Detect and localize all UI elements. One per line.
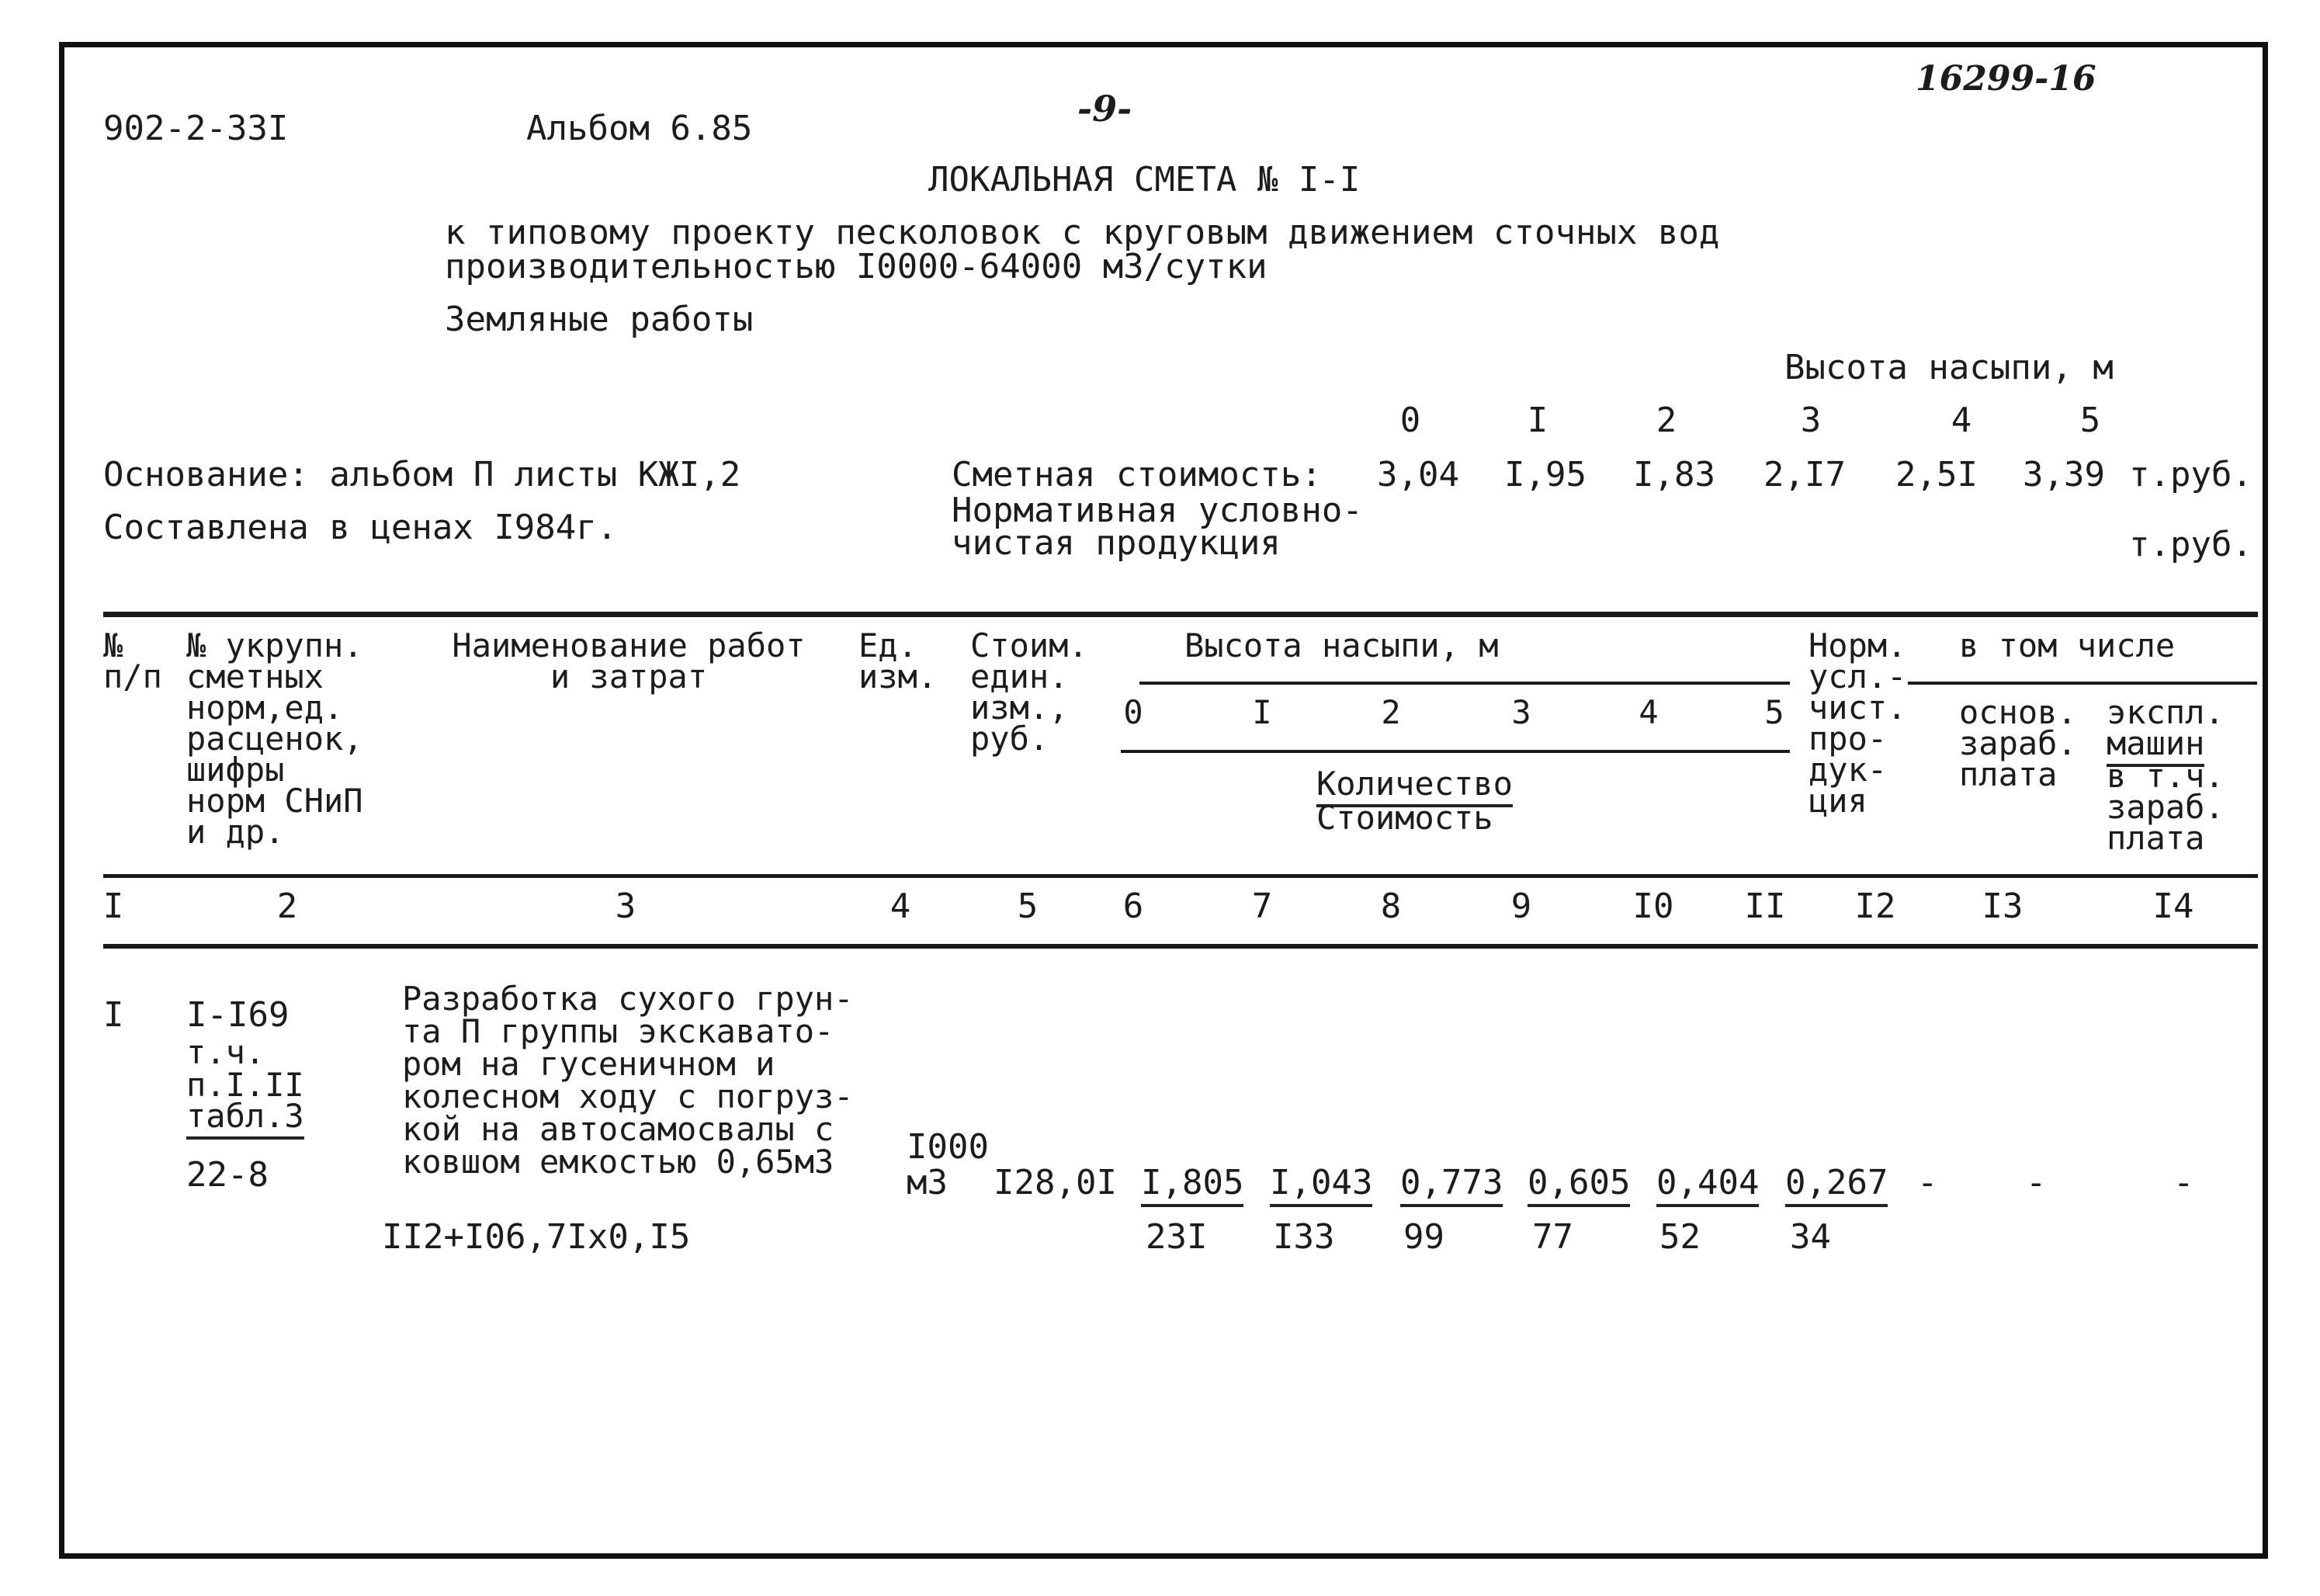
basis-label: Основание: альбом П листы КЖI,2 bbox=[103, 455, 741, 494]
npc-label-line2: чистая продукция bbox=[952, 523, 1281, 563]
header-col4: Ед. изм. bbox=[858, 626, 938, 696]
header-height-5: 5 bbox=[1764, 693, 1784, 731]
row-qty-4-value: 0,404 bbox=[1656, 1163, 1759, 1207]
header-height-2: 2 bbox=[1381, 693, 1401, 731]
colnum-2: 2 bbox=[276, 886, 298, 926]
colnum-13: I3 bbox=[1982, 886, 2023, 926]
colnum-11: II bbox=[1744, 886, 1786, 926]
cost-value-3: 2,I7 bbox=[1763, 455, 1846, 494]
header-col13: основ. зараб. плата bbox=[1959, 693, 2077, 793]
row-qty-1 bbox=[1270, 1163, 1373, 1202]
album-label: Альбом 6.85 bbox=[526, 109, 753, 148]
summary-height-1: I bbox=[1527, 401, 1548, 440]
header-col2: № укрупн. сметных норм,ед. расценок, шифры норм СНиП и др. bbox=[186, 626, 363, 851]
summary-height-2: 2 bbox=[1656, 401, 1677, 440]
header-col14-machines: машин bbox=[2107, 724, 2204, 767]
handwritten-number: 16299-16 bbox=[1916, 59, 2096, 99]
cost-label: Сметная стоимость: bbox=[952, 455, 1322, 494]
height-group-rule bbox=[1139, 682, 1790, 685]
row-unit-cost: I28,0I bbox=[994, 1163, 1117, 1202]
summary-height-4: 4 bbox=[1951, 401, 1972, 440]
colnum-10: I0 bbox=[1632, 886, 1674, 926]
npc-unit: т.руб. bbox=[2129, 525, 2252, 564]
header-col3: Наименование работ и затрат bbox=[452, 626, 806, 696]
summary-height-0: 0 bbox=[1399, 401, 1421, 440]
header-col14-line1: экспл. bbox=[2107, 693, 2225, 731]
colnum-9: 9 bbox=[1510, 886, 1532, 926]
row-cost-0: 23I bbox=[1146, 1217, 1208, 1257]
summary-height-3: 3 bbox=[1800, 401, 1822, 440]
header-quantity bbox=[1316, 765, 1513, 803]
cost-value-1: I,95 bbox=[1504, 455, 1587, 494]
npc-label-line1: Нормативная условно- bbox=[952, 491, 1363, 530]
colnum-6: 6 bbox=[1122, 886, 1144, 926]
row-num: I bbox=[103, 995, 124, 1035]
header-bottom-rule bbox=[103, 874, 2258, 878]
section-title: Земляные работы bbox=[445, 300, 754, 339]
cost-value-5: 3,39 bbox=[2023, 455, 2105, 494]
row-unit-line2: м3 bbox=[907, 1163, 948, 1202]
header-height-3: 3 bbox=[1511, 693, 1531, 731]
header-height-1: I bbox=[1252, 693, 1272, 731]
row-qty-0 bbox=[1141, 1163, 1244, 1202]
row-qty-5 bbox=[1785, 1163, 1888, 1202]
row-cost-2: 99 bbox=[1403, 1217, 1444, 1257]
row-machines: - bbox=[2173, 1163, 2194, 1202]
qty-cost-rule bbox=[1121, 750, 1790, 753]
subtitle-line2: производительностью I0000-64000 м3/сутки bbox=[445, 247, 1268, 286]
row-norm-line3: п.I.II bbox=[186, 1066, 304, 1104]
header-height-4: 4 bbox=[1639, 693, 1659, 731]
row-npc: - bbox=[1917, 1163, 1938, 1202]
row-cost-1: I33 bbox=[1273, 1217, 1335, 1257]
numbers-bottom-rule bbox=[103, 944, 2258, 949]
row-qty-3-value: 0,605 bbox=[1528, 1163, 1630, 1207]
row-cost-3: 77 bbox=[1532, 1217, 1573, 1257]
header-col12: Норм. усл.- чист. про- дук- ция bbox=[1808, 626, 1907, 820]
row-qty-4 bbox=[1656, 1163, 1760, 1202]
row-qty-2 bbox=[1400, 1163, 1503, 1202]
colnum-7: 7 bbox=[1251, 886, 1273, 926]
header-quantity-text: Количество bbox=[1316, 765, 1513, 807]
header-col14-rest: в т.ч. зараб. плата bbox=[2107, 757, 2225, 857]
cost-value-4: 2,5I bbox=[1895, 455, 1978, 494]
colnum-14: I4 bbox=[2152, 886, 2194, 926]
cost-value-0: 3,04 bbox=[1377, 455, 1459, 494]
header-height-0: 0 bbox=[1123, 693, 1143, 731]
prices-label: Составлена в ценах I984г. bbox=[103, 508, 618, 547]
subtitle-line1: к типовому проекту песколовок с круговым движением сточных вод bbox=[445, 213, 1720, 252]
colnum-8: 8 bbox=[1380, 886, 1402, 926]
row-norm-table-ref: табл.3 bbox=[186, 1097, 304, 1140]
header-height-group: Высота насыпи, м bbox=[1184, 626, 1499, 664]
row-norm-line2: т.ч. bbox=[186, 1033, 265, 1071]
row-norm-line5: 22-8 bbox=[186, 1155, 269, 1195]
row-norm-line4 bbox=[186, 1097, 304, 1135]
colnum-12: I2 bbox=[1854, 886, 1896, 926]
header-incl-group: в том числе bbox=[1959, 626, 2176, 664]
row-work-name: Разработка сухого грун- та П группы экскавато- ром на гусеничном и колесном ходу с погруз- кой на автосамосвалы с ковшом емкостью 0,65м3 bbox=[402, 980, 854, 1181]
colnum-5: 5 bbox=[1017, 886, 1039, 926]
summary-height-title: Высота насыпи, м bbox=[1784, 348, 2114, 387]
row-norm-line1: I-I69 bbox=[186, 995, 290, 1035]
row-qty-1-value: I,043 bbox=[1270, 1163, 1372, 1207]
colnum-3: 3 bbox=[615, 886, 636, 926]
row-cost-4: 52 bbox=[1659, 1217, 1701, 1257]
row-qty-0-value: I,805 bbox=[1141, 1163, 1243, 1207]
row-qty-2-value: 0,773 bbox=[1400, 1163, 1503, 1207]
row-base-pay: - bbox=[2026, 1163, 2047, 1202]
doc-code: 902-2-33I bbox=[103, 109, 289, 148]
header-cost: Стоимость bbox=[1316, 799, 1493, 837]
summary-height-5: 5 bbox=[2079, 401, 2101, 440]
row-formula: II2+I06,7Ix0,I5 bbox=[382, 1217, 691, 1257]
colnum-1: I bbox=[102, 886, 124, 926]
header-col1: № п/п bbox=[103, 626, 162, 696]
row-qty-3 bbox=[1528, 1163, 1631, 1202]
header-col5: Стоим. един. изм., руб. bbox=[970, 626, 1088, 758]
table-top-rule bbox=[103, 612, 2258, 617]
row-qty-5-value: 0,267 bbox=[1785, 1163, 1888, 1207]
header-col14-line2 bbox=[2107, 724, 2205, 762]
cost-value-2: I,83 bbox=[1633, 455, 1715, 494]
colnum-4: 4 bbox=[890, 886, 911, 926]
page-number: -9- bbox=[1077, 88, 1132, 130]
incl-group-rule bbox=[1908, 682, 2257, 685]
cost-unit: т.руб. bbox=[2129, 455, 2252, 494]
estimate-title: ЛОКАЛЬНАЯ СМЕТА № I-I bbox=[928, 160, 1361, 200]
row-unit-line1: I000 bbox=[907, 1127, 989, 1167]
row-cost-5: 34 bbox=[1790, 1217, 1831, 1257]
